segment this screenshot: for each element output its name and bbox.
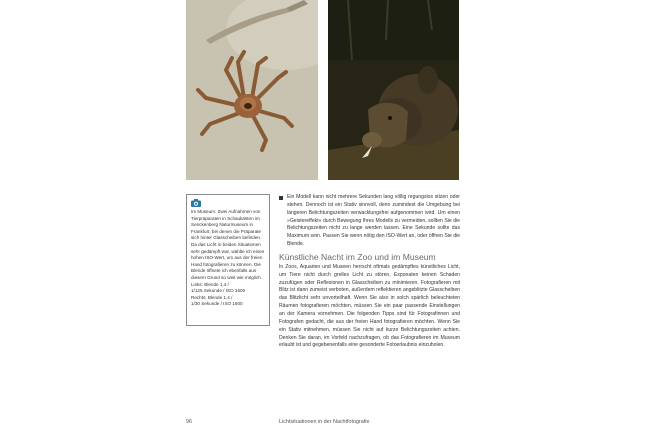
camera-icon	[191, 199, 201, 207]
section-heading: Künstliche Nacht im Zoo und im Museum	[279, 251, 436, 262]
running-footer-title: Lichtsituationen in der Nachtfotografie	[279, 419, 370, 425]
page-number: 96	[186, 419, 192, 425]
bullet-square-icon	[279, 196, 283, 200]
main-text-column	[279, 194, 460, 350]
tarantula-photo	[186, 0, 318, 180]
boar-illustration	[328, 0, 459, 180]
tarantula-illustration	[186, 0, 318, 180]
tip-bullet	[279, 194, 460, 249]
boar-photo	[328, 0, 459, 180]
caption-text: Im Museum: Zwei Aufnahmen von Tierpräparaten in Schaukästen im Senckenberg Naturmuseum in Frankfurt, bei denen die Präparate sich hinter Glasscheiben befinden. Da das Licht in beiden Situationen sehr gedämpft war, wählte ich einen hohen ISO-Wert, um aus der freien Hand fotografieren zu können. Die Blende öffnete ich ebenfalls aus diesem Grund so weit wie möglich.	[191, 209, 265, 280]
photo-caption-box	[186, 194, 270, 326]
body-paragraph: In Zoos, Aquarien und Museen herrscht oftmals gedämpftes künstliches Licht, um Tiere nicht durch grelles Licht zu stören, Exponaten keinen Schaden zuzufügen oder Reflexionen in Glasscheiben zu minimieren. Fotografieren mit Blitz ist dann zumeist verboten, außerdem reflektieren angeblitzte Glasscheiben das Blitzlicht sehr unvorteilhaft. Wenn Sie also in solch spärlich beleuchteten Räumen fotografieren möchten, müssen Sie ein paar passende Einstellungen an der Kamera vornehmen. Die folgenden Tipps sind für Fotografinnen und Fotografen gedacht, die aus der freien Hand fotografieren möchten. Wenn Sie ein Stativ mitnehmen, müssen Sie nicht auf kurze Belichtungszeiten achten. Denken Sie daran, im Vorfeld nachzufragen, ob das Fotografieren im Museum erlaubt ist und gegebenenfalls eine gesonderte Fotoerlaubnis einzuholen.	[279, 263, 460, 349]
tip-bullet-text: Ein Modell kann nicht mehrere Sekunden lang völlig regungslos sitzen oder stehen. Dennoch ist ein Stativ sinnvoll, denn zumindest die Umgebung bei längeren Belichtungszeiten verwacklungsfrei aufgenommen wird. Um einen »Geistereffekt« durch Bewegung Ihres Modells zu vermeiden, sollten Sie die Belichtungszeiten nicht zu lange werden lassen. Eine Sekunde sollte das Maximum sein. Passen Sie wenn nötig den ISO-Wert an, oder öffnen Sie die Blende.	[287, 194, 460, 248]
caption-camera-settings: Links: Blende 1,4 / 1/125 Sekunde / ISO 1600 Rechts: Blende 1,4 / 1/30 Sekunde / ISO 1600	[191, 281, 246, 307]
